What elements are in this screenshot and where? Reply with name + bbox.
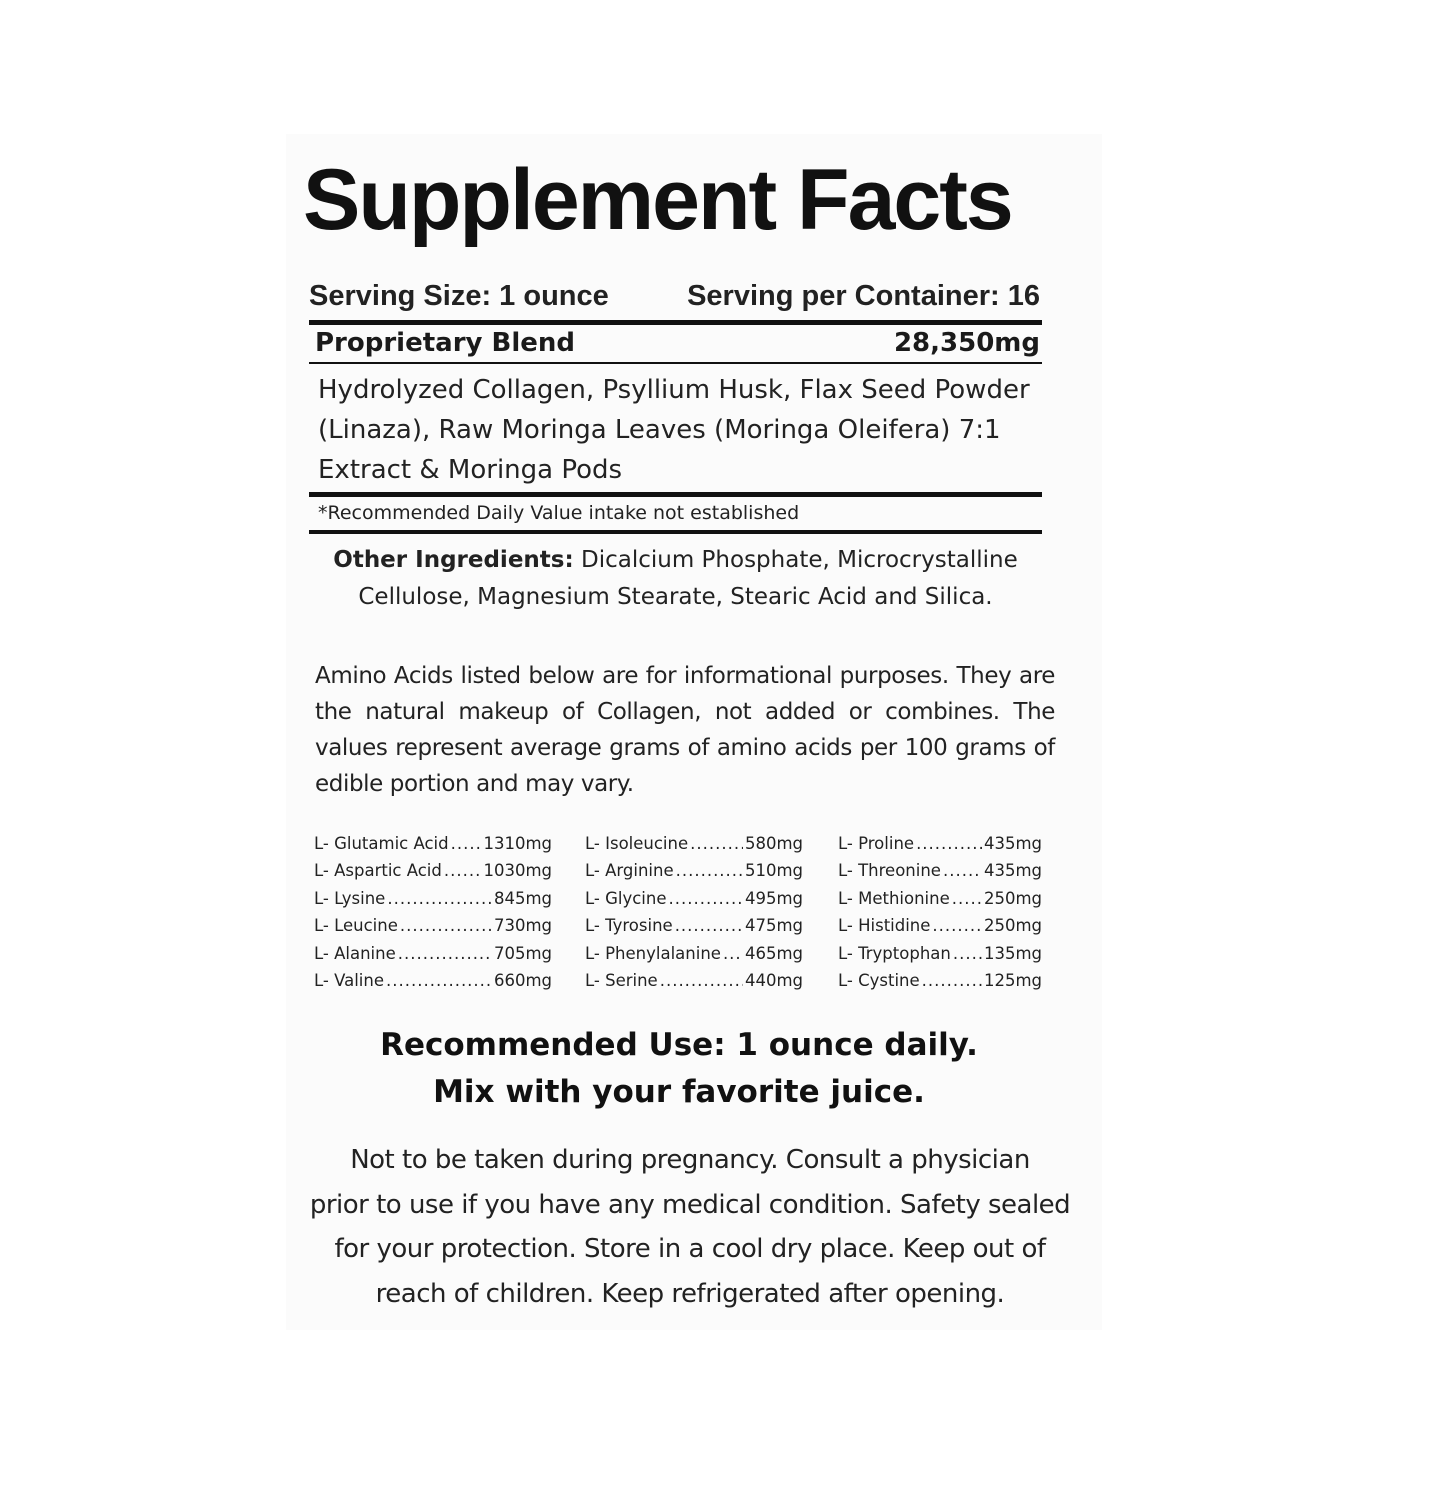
amino-value: 135mg	[983, 943, 1042, 963]
other-ingredients-text: Dicalcium Phosphate, Microcrystalline Cellulose, Magnesium Stearate, Stearic Acid and Silica.	[358, 547, 1018, 610]
other-ingredients	[309, 542, 1042, 616]
dot-leader	[387, 885, 492, 912]
amino-name: L- Alanine	[314, 943, 396, 963]
amino-name: L- Tyrosine	[585, 916, 673, 936]
dot-leader	[922, 967, 982, 994]
amino-row	[585, 830, 803, 857]
dot-leader	[952, 885, 982, 912]
servings-per-container: Serving per Container: 16	[687, 280, 1040, 312]
amino-value: 440mg	[744, 971, 803, 991]
recommended-use-line-1: Recommended Use: 1 ounce daily.	[380, 1027, 978, 1063]
thick-divider	[309, 492, 1042, 497]
amino-name: L- Threonine	[838, 861, 941, 881]
amino-name: L- Phenylalanine	[585, 943, 721, 963]
warning-line-1: Not to be taken during pregnancy. Consult a physician	[350, 1145, 1030, 1175]
amino-value: 250mg	[983, 916, 1042, 936]
amino-row	[585, 967, 803, 994]
amino-name: L- Methionine	[838, 888, 950, 908]
amino-name: L- Leucine	[314, 916, 398, 936]
dot-leader	[723, 940, 743, 967]
amino-name: L- Glycine	[585, 888, 667, 908]
dot-leader	[675, 912, 743, 939]
amino-name: L- Glutamic Acid	[314, 834, 449, 853]
amino-name: L- Arginine	[585, 861, 674, 881]
amino-row	[314, 967, 552, 994]
amino-value: 510mg	[744, 861, 803, 881]
amino-name: L- Lysine	[314, 888, 386, 908]
amino-row	[838, 830, 1042, 857]
dot-leader	[444, 857, 482, 884]
divider	[309, 362, 1042, 364]
amino-row	[838, 912, 1042, 939]
serving-info	[309, 276, 1040, 316]
amino-column-3	[838, 830, 1042, 994]
amino-name: L- Cystine	[838, 971, 920, 991]
amino-value: 495mg	[744, 888, 803, 908]
amino-name: L- Isoleucine	[585, 834, 689, 853]
warning-line-2: prior to use if you have any medical condition. Safety sealed	[309, 1189, 1071, 1220]
dot-leader	[676, 857, 743, 884]
blend-amount: 28,350mg	[893, 328, 1040, 358]
dot-leader	[451, 830, 482, 857]
amino-row	[585, 912, 803, 939]
amino-value: 730mg	[493, 916, 552, 936]
blend-name: Proprietary Blend	[315, 328, 575, 358]
dot-leader	[690, 830, 743, 857]
recommended-use-line-2: Mix with your favorite juice.	[433, 1074, 925, 1110]
amino-row	[838, 967, 1042, 994]
amino-name: L- Serine	[585, 971, 658, 991]
dot-leader	[398, 940, 492, 967]
amino-value: 475mg	[744, 916, 803, 936]
amino-value: 1310mg	[483, 834, 552, 853]
amino-value: 125mg	[983, 971, 1042, 991]
dot-leader	[669, 885, 743, 912]
amino-row	[838, 940, 1042, 967]
amino-row	[314, 912, 552, 939]
amino-acids-note: Amino Acids listed below are for informational purposes. They are the natural makeup of Collagen, not added or combines. The values represent average grams of amino acids per 100 grams of edible portion and may vary.	[315, 663, 1055, 797]
recommended-use	[309, 1022, 1049, 1116]
thick-divider	[309, 530, 1042, 534]
serving-size: Serving Size: 1 ounce	[309, 280, 609, 312]
dot-leader	[386, 967, 492, 994]
amino-name: L- Aspartic Acid	[314, 861, 442, 881]
amino-value: 705mg	[493, 943, 552, 963]
amino-value: 435mg	[983, 834, 1042, 853]
amino-value: 660mg	[493, 971, 552, 991]
amino-row	[838, 857, 1042, 884]
amino-row	[314, 830, 552, 857]
amino-column-1	[314, 830, 552, 994]
dot-leader	[400, 912, 492, 939]
amino-value: 250mg	[983, 888, 1042, 908]
amino-value: 845mg	[493, 888, 552, 908]
dot-leader	[660, 967, 743, 994]
dot-leader	[943, 857, 982, 884]
page-title: Supplement Facts	[303, 152, 1012, 248]
dot-leader	[953, 940, 982, 967]
amino-row	[838, 885, 1042, 912]
amino-name: L- Histidine	[838, 916, 931, 936]
dot-leader	[932, 912, 982, 939]
proprietary-blend-row	[315, 324, 1040, 362]
amino-name: L- Proline	[838, 834, 915, 853]
warning-text	[300, 1138, 1080, 1316]
daily-value-note: *Recommended Daily Value intake not established	[318, 502, 800, 524]
warning-line-3: for your protection. Store in a cool dry place. Keep out of	[334, 1234, 1046, 1264]
amino-value: 435mg	[983, 861, 1042, 881]
amino-row	[585, 857, 803, 884]
amino-row	[585, 940, 803, 967]
amino-name: L- Tryptophan	[838, 943, 951, 963]
amino-column-2	[585, 830, 803, 994]
other-ingredients-label: Other Ingredients:	[333, 547, 574, 573]
warning-line-4: reach of children. Keep refrigerated after opening.	[375, 1278, 1005, 1309]
amino-value: 465mg	[744, 943, 803, 963]
amino-row	[314, 940, 552, 967]
blend-ingredients: Hydrolyzed Collagen, Psyllium Husk, Flax Seed Powder (Linaza), Raw Moringa Leaves (Moringa Oleifera) 7:1 Extract & Moringa Pods	[318, 375, 1030, 485]
amino-row	[585, 885, 803, 912]
amino-row	[314, 885, 552, 912]
amino-value: 1030mg	[483, 861, 552, 881]
amino-row	[314, 857, 552, 884]
amino-name: L- Valine	[314, 971, 384, 991]
amino-value: 580mg	[744, 834, 803, 853]
dot-leader	[916, 830, 982, 857]
